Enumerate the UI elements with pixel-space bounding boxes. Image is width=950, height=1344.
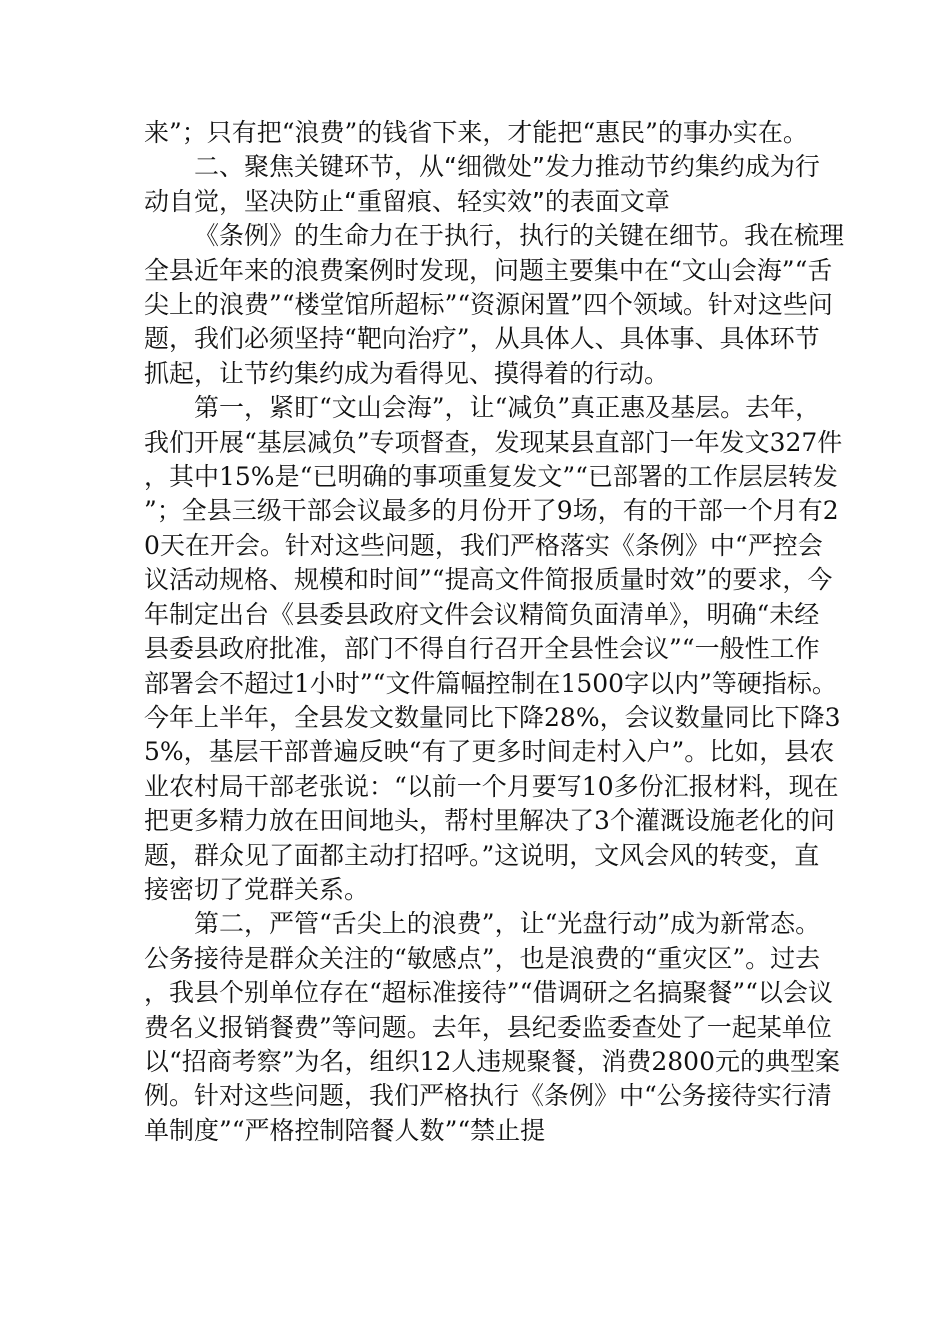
section-heading: 二、聚焦关键环节，从“细微处”发力推动节约集约成为行动自觉，坚决防止“重留痕、轻实效”的表面文章: [144, 152, 820, 216]
document-page: [144, 116, 844, 1148]
paragraph-intro: 《条例》的生命力在于执行，执行的关键在细节。我在梳理全县近年来的浪费案例时发现，问题主要集中在“文山会海”“舌尖上的浪费”“楼堂馆所超标”“资源闲置”四个领域。针对这些问题，我们必须坚持“靶向治疗”，从具体人、具体事、具体环节抓起，让节约集约成为看得见、摸得着的行动。: [144, 221, 845, 388]
paragraph-continuation: 来”；只有把“浪费”的钱省下来，才能把“惠民”的事办实在。: [144, 118, 808, 147]
paragraph-first-point: 第一，紧盯“文山会海”，让“减负”真正惠及基层。去年，我们开展“基层减负”专项督查，发现某县直部门一年发文327件，其中15%是“已明确的事项重复发文”“已部署的工作层层转发”；全县三级干部会议最多的月份开了9场，有的干部一个月有20天在开会。针对这些问题，我们严格落实《条例》中“严控会议活动规格、规模和时间”“提高文件简报质量时效”的要求，今年制定出台《县委县政府文件会议精简负面清单》，明确“未经县委县政府批准，部门不得自行召开全县性会议”“一般性工作部署会不超过1小时”“文件篇幅控制在1500字以内”等硬指标。今年上半年，全县发文数量同比下降28%，会议数量同比下降35%，基层干部普遍反映“有了更多时间走村入户”。比如，县农业农村局干部老张说：“以前一个月要写10多份汇报材料，现在把更多精力放在田间地头，帮村里解决了3个灌溉设施老化的问题，群众见了面都主动打招呼。”这说明，文风会风的转变，直接密切了党群关系。: [144, 393, 843, 904]
paragraph-second-point: 第二，严管“舌尖上的浪费”，让“光盘行动”成为新常态。公务接待是群众关注的“敏感点”，也是浪费的“重灾区”。过去，我县个别单位存在“超标准接待”“借调研之名搞聚餐”“以会议费名义报销餐费”等问题。去年，县纪委监委查处了一起某单位以“招商考察”为名，组织12人违规聚餐，消费2800元的典型案例。针对这些问题，我们严格执行《条例》中“公务接待实行清单制度”“严格控制陪餐人数”“禁止提: [144, 909, 840, 1145]
